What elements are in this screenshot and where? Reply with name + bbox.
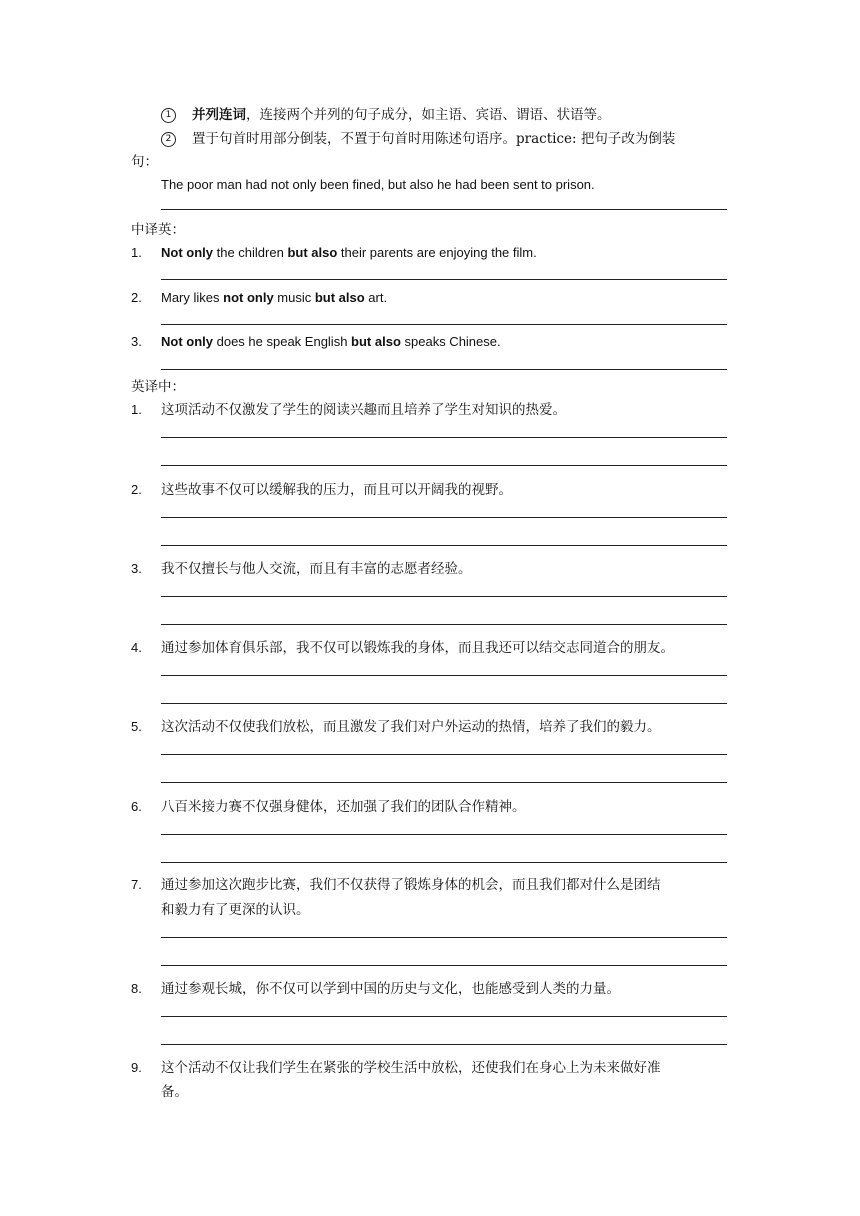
answer-line[interactable] [161,596,727,597]
item-number: 4. [131,640,142,655]
section-title-zh-en: 中译英： [131,222,185,238]
plain-text: speaks Chinese. [400,334,501,349]
item-number: 8. [131,981,142,996]
zh-en-item-3 [161,333,501,351]
bold-phrase: but also [314,290,365,305]
answer-line[interactable] [161,782,727,783]
point-1-keyword: 并列连词 [192,107,246,123]
answer-line[interactable] [161,965,727,966]
plain-text: the children [213,245,288,260]
zh-en-item-1 [161,244,537,262]
item-number: 3. [131,561,142,576]
bold-phrase: but also [287,245,338,260]
answer-line[interactable] [161,754,727,755]
plain-text: art. [364,290,388,305]
item-number: 1. [131,245,142,260]
answer-line[interactable] [161,1016,727,1017]
point-2-text: 置于句首时用部分倒装，不置于句首时用陈述句语序。practice: 把句子改为倒装 [192,131,676,147]
item-number: 5. [131,719,142,734]
answer-line[interactable] [161,437,727,438]
answer-line[interactable] [161,324,727,325]
answer-line[interactable] [161,1044,727,1045]
zh-en-item-2 [161,289,387,307]
item-number: 1. [131,402,142,417]
answer-line[interactable] [161,834,727,835]
point-2 [161,130,675,148]
answer-line[interactable] [161,675,727,676]
en-zh-item-3: 我不仅擅长与他人交流，而且有丰富的志愿者经验。 [161,561,472,577]
item-number: 2. [131,482,142,497]
en-zh-item-1: 这项活动不仅激发了学生的阅读兴趣而且培养了学生对知识的热爱。 [161,402,566,418]
bold-phrase: Not only [161,334,213,349]
item-number: 9. [131,1060,142,1075]
answer-line[interactable] [161,545,727,546]
en-zh-item-2: 这些故事不仅可以缓解我的压力，而且可以开阔我的视野。 [161,482,512,498]
bold-phrase: not only [223,290,274,305]
answer-line[interactable] [161,279,727,280]
en-zh-item-6: 八百米接力赛不仅强身健体，还加强了我们的团队合作精神。 [161,799,526,815]
circled-number: 1 [161,108,176,123]
circled-number: 2 [161,132,176,147]
en-zh-item-9-continuation: 备。 [161,1084,188,1100]
plain-text: their parents are enjoying the film. [337,245,537,260]
en-zh-item-8: 通过参观长城，你不仅可以学到中国的历史与文化，也能感受到人类的力量。 [161,981,620,997]
item-number: 7. [131,877,142,892]
bold-phrase: but also [351,334,401,349]
en-zh-item-5: 这次活动不仅使我们放松，而且激发了我们对户外运动的热情，培养了我们的毅力。 [161,719,661,735]
answer-line[interactable] [161,465,727,466]
answer-line[interactable] [161,937,727,938]
item-number: 6. [131,799,142,814]
bold-phrase: Not only [161,245,213,260]
section-title-en-zh: 英译中： [131,379,185,395]
item-number: 2. [131,290,142,305]
plain-text: Mary likes [161,290,224,305]
answer-line[interactable] [161,862,727,863]
plain-text: music [273,290,315,305]
en-zh-item-7-continuation: 和毅力有了更深的认识。 [161,902,310,918]
point-1 [161,106,611,124]
answer-line[interactable] [161,369,727,370]
answer-line[interactable] [161,624,727,625]
en-zh-item-9: 这个活动不仅让我们学生在紧张的学校生活中放松，还使我们在身心上为未来做好准 [161,1060,661,1076]
answer-line[interactable] [161,703,727,704]
en-zh-item-4: 通过参加体育俱乐部，我不仅可以锻炼我的身体，而且我还可以结交志同道合的朋友。 [161,640,674,656]
plain-text: does he speak English [213,334,352,349]
item-number: 3. [131,334,142,349]
en-zh-item-7: 通过参加这次跑步比赛，我们不仅获得了锻炼身体的机会，而且我们都对什么是团结 [161,877,661,893]
point-1-text: ，连接两个并列的句子成分，如主语、宾语、谓语、状语等。 [246,107,611,123]
answer-line[interactable] [161,517,727,518]
practice-sentence: The poor man had not only been fined, but also he had been sent to prison. [161,177,595,192]
point-2-continuation: 句： [131,154,158,170]
answer-line[interactable] [161,209,727,210]
